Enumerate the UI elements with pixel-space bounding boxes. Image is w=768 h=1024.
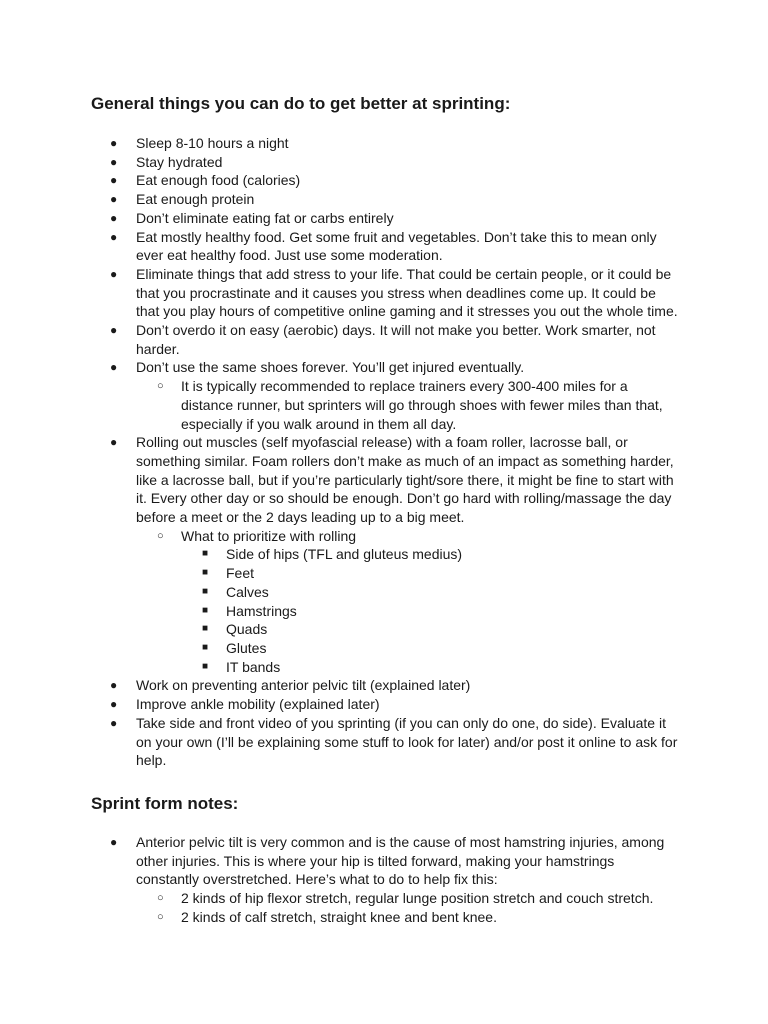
sub-list-item: ○ 2 kinds of calf stretch, straight knee and bent knee.	[157, 908, 497, 925]
sub-sub-list-item: ■ Quads	[202, 621, 268, 638]
bullet-icon: ●	[110, 697, 118, 712]
hollow-bullet-icon: ○	[157, 892, 164, 905]
list-item: ● Eat mostly healthy food. Get some fruit and vegetables. Don’t take this to mean only ever eat healthy food. Just use some moderation.	[110, 228, 657, 264]
square-bullet-icon: ■	[202, 641, 209, 653]
hollow-bullet-icon: ○	[157, 529, 164, 542]
list-item: ● Take side and front video of you sprinting (if you can only do one, do side). Evaluate it on your own (I’ll be explaining some stuff to look for later) and/or post it online to ask for help.	[110, 714, 678, 769]
list-item: ● Don’t overdo it on easy (aerobic) days. It will not make you better. Work smarter, not harder.	[110, 322, 656, 357]
bullet-icon: ●	[110, 435, 118, 450]
bullet-icon: ●	[110, 835, 118, 849]
list-item: ● Eat enough protein	[110, 191, 255, 208]
bullet-icon: ●	[110, 154, 118, 169]
square-bullet-icon: ■	[202, 567, 209, 579]
bullet-icon: ●	[110, 210, 118, 225]
sub-list-item: ○ What to prioritize with rolling	[157, 527, 357, 544]
sub-sub-list-item: ■ Glutes	[202, 639, 267, 656]
sub-sub-list-item: ■ Calves	[202, 583, 269, 600]
list-item: ● Eat enough food (calories)	[110, 172, 301, 189]
list-item: ● Work on preventing anterior pelvic tilt (explained later)	[110, 677, 471, 694]
bullet-icon: ●	[110, 229, 118, 244]
list-item: ● Don’t eliminate eating fat or carbs entirely	[110, 209, 394, 226]
sprint-form-list	[0, 833, 768, 927]
bullet-icon: ●	[110, 715, 118, 730]
list-item: ● Anterior pelvic tilt is very common and is the cause of most hamstring injuries, among other injuries. This is where your hip is tilted forward, making your hamstrings constantly overstretched. Here’s what to do to help fix this:	[110, 834, 665, 888]
sub-list-item: ○ 2 kinds of hip flexor stretch, regular lunge position stretch and couch stretch.	[157, 890, 654, 907]
bullet-icon: ●	[110, 360, 118, 375]
square-bullet-icon: ■	[202, 623, 209, 635]
sub-sub-list-item: ■ Hamstrings	[202, 602, 297, 619]
sub-sub-list-item: ■ Feet	[202, 565, 255, 582]
list-item: ● Rolling out muscles (self myofascial release) with a foam roller, lacrosse ball, or something similar. Foam rollers don’t make as much of an impact as something harder, like a lacrosse ball, but if you’re particularly tight/sore there, it might be fine to start with it. Every other day or so should be enough. Don’t go hard with rolling/massage the day before a meet or the 2 days leading up to a big meet.	[110, 434, 674, 526]
sub-sub-list-item: ■ IT bands	[202, 658, 281, 675]
list-item: ● Sleep 8-10 hours a night	[110, 135, 289, 151]
bullet-icon: ●	[110, 678, 118, 693]
square-bullet-icon: ■	[202, 660, 209, 672]
bullet-icon: ●	[110, 173, 118, 188]
bullet-icon: ●	[110, 323, 118, 338]
square-bullet-icon: ■	[202, 585, 209, 597]
bullet-icon: ●	[110, 136, 118, 150]
square-bullet-icon: ■	[202, 548, 209, 560]
list-item: ● Improve ankle mobility (explained later)	[110, 696, 380, 713]
general-tips-list	[0, 134, 768, 770]
list-item: ● Eliminate things that add stress to your life. That could be certain people, or it could be that you procrastinate and it causes you stress when deadlines come up. It could be that you play hours of competitive online gaming and it stresses you out the whole time.	[110, 265, 678, 320]
section-heading-sprint-form: Sprint form notes:	[91, 794, 239, 813]
list-item: ● Don’t use the same shoes forever. You’ll get injured eventually.	[110, 359, 525, 376]
sub-sub-list-item: ■ Side of hips (TFL and gluteus medius)	[202, 546, 463, 563]
section-heading-general: General things you can do to get better at sprinting:	[91, 94, 511, 113]
hollow-bullet-icon: ○	[157, 380, 164, 393]
square-bullet-icon: ■	[202, 604, 209, 616]
hollow-bullet-icon: ○	[157, 910, 164, 923]
bullet-icon: ●	[110, 192, 118, 207]
list-item: ● Stay hydrated	[110, 153, 223, 170]
sub-list-item: ○ It is typically recommended to replace trainers every 300-400 miles for a distance runner, but sprinters will go through shoes with fewer miles than that, especially if you walk around in them all day.	[157, 378, 663, 432]
bullet-icon: ●	[110, 266, 118, 281]
